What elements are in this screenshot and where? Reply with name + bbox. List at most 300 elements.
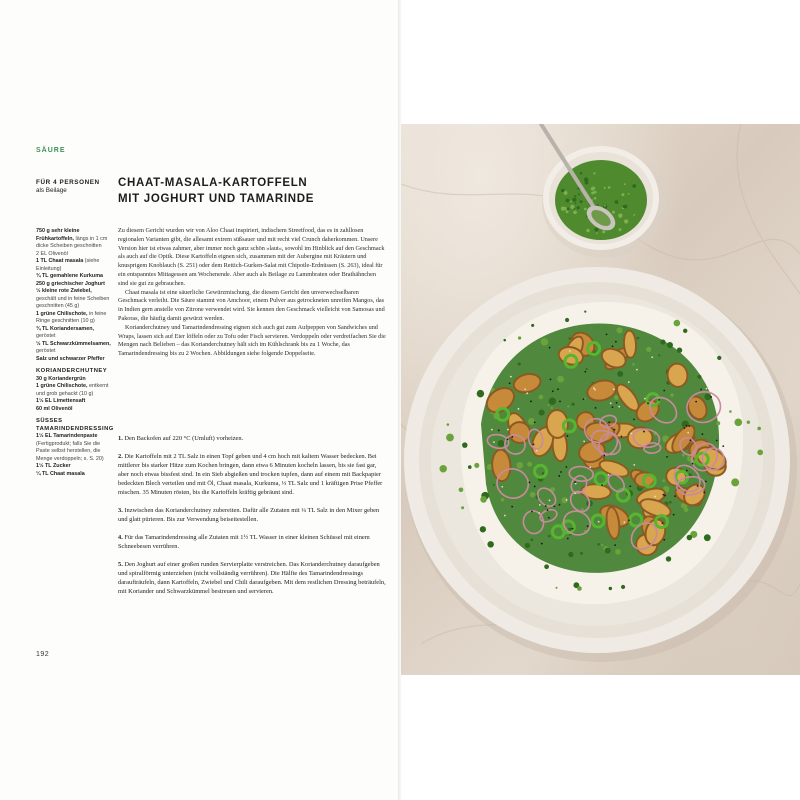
herb-fleck: [539, 395, 544, 400]
ingredient-item: [36, 471, 112, 479]
herb-fleck: [577, 187, 579, 189]
seed: [603, 455, 605, 457]
herb-fleck: [615, 200, 619, 204]
herb-fleck: [604, 205, 606, 207]
seed: [507, 439, 509, 441]
herb-fleck: [446, 434, 454, 442]
herb-fleck: [591, 187, 595, 191]
herb-fleck: [621, 193, 624, 196]
seed: [539, 504, 541, 506]
serves-heading: FÜR 4 PERSONEN: [36, 179, 100, 186]
step-text: Den Joghurt auf einer großen runden Servierplatte verstreichen. Das Korianderchutney daraufgeben und spiralförmig unterziehen (nicht vollständig verrühren). Die Hälfte des Tamarindendressings daraufträufeln, dann Kartoffeln, Zwiebel und Chili daraufgeben. Mit dem restlichen Dressing beträufeln, mit Koriander und Schwarzkümmel bestreuen und servieren.: [118, 561, 386, 595]
seed: [695, 401, 697, 403]
ingredient-note: (siehe Einleitung): [36, 258, 100, 272]
herb-fleck: [646, 347, 651, 352]
seed: [658, 399, 660, 401]
seed: [633, 418, 635, 420]
seed: [534, 486, 536, 488]
seed: [598, 521, 600, 523]
seed: [624, 521, 626, 523]
herb-fleck: [570, 201, 572, 203]
ingredient-item: [36, 326, 112, 341]
herb-fleck: [596, 232, 598, 234]
seed: [560, 471, 562, 473]
seed: [663, 390, 665, 392]
ingredient-item: [36, 258, 112, 273]
ingredient-name: ¼ TL Chaat masala: [36, 470, 85, 477]
seed: [705, 480, 707, 482]
seed: [688, 425, 690, 427]
ingredient-name: 1 grüne Chilischote,: [36, 310, 88, 317]
ingredient-note: geröstet: [36, 348, 56, 354]
seed: [606, 333, 608, 335]
seed: [618, 406, 620, 408]
herb-fleck: [584, 208, 587, 211]
seed: [491, 429, 493, 431]
seed: [686, 470, 688, 472]
herb-fleck: [757, 449, 763, 455]
herb-fleck: [525, 543, 530, 548]
herb-fleck: [493, 484, 495, 486]
ingredient-note: in feine Ringe geschnitten (10 g): [36, 310, 107, 324]
seed: [651, 356, 653, 358]
herb-fleck: [575, 202, 577, 204]
seed: [549, 500, 551, 502]
serves-note: als Beilage: [36, 187, 67, 195]
seed: [666, 456, 668, 458]
herb-fleck: [632, 363, 635, 366]
seed: [612, 346, 614, 348]
herb-fleck: [547, 404, 549, 406]
photo-illustration: [401, 124, 800, 675]
step-5: [118, 560, 386, 596]
seed: [726, 459, 728, 461]
herb-fleck: [623, 205, 626, 208]
herb-fleck: [619, 228, 622, 231]
herb-fleck: [531, 539, 534, 542]
herb-fleck: [518, 362, 521, 365]
dressing-bowl: [542, 146, 666, 258]
step-2: [118, 452, 386, 497]
herb-fleck: [477, 390, 484, 397]
ingredient-name: 1 TL Chaat masala: [36, 258, 84, 264]
seed: [673, 514, 675, 516]
herb-fleck: [557, 376, 564, 383]
herb-fleck: [577, 206, 580, 209]
seed: [697, 485, 699, 487]
ingredient-note: geschält und in feine Scheiben geschnitten (45 g): [36, 295, 110, 309]
seed: [615, 341, 617, 343]
serves-info: [36, 179, 112, 195]
herb-fleck: [501, 498, 504, 501]
seed: [687, 432, 689, 434]
seed: [549, 347, 551, 349]
herb-fleck: [682, 454, 685, 457]
seed: [565, 466, 567, 468]
ingredient-note: geröstet: [36, 333, 56, 339]
step-number: 3.: [118, 507, 123, 514]
herb-fleck: [528, 418, 535, 425]
ingredient-name: 750 g sehr kleine Frühkartoffeln,: [36, 228, 80, 242]
seed: [628, 519, 630, 521]
herb-fleck: [468, 465, 472, 469]
seed: [663, 539, 665, 541]
herb-fleck: [574, 195, 576, 197]
herb-fleck: [704, 534, 711, 541]
herb-fleck: [594, 227, 598, 231]
herb-fleck: [624, 183, 626, 185]
herb-fleck: [580, 172, 582, 174]
herb-fleck: [621, 585, 625, 589]
herb-fleck: [561, 207, 565, 211]
herb-fleck: [530, 492, 536, 498]
ingredient-name: ½ kleine rote Zwiebel,: [36, 288, 92, 294]
herb-fleck: [717, 356, 721, 360]
seed: [534, 421, 536, 423]
seed: [593, 387, 595, 389]
seed: [595, 407, 597, 409]
seed: [662, 522, 664, 524]
herb-fleck: [594, 197, 597, 200]
seed: [511, 506, 513, 508]
herb-fleck: [633, 214, 635, 216]
herb-fleck: [586, 368, 588, 370]
herb-fleck: [618, 213, 622, 217]
herb-fleck: [572, 403, 575, 406]
herb-fleck: [704, 393, 711, 400]
herb-fleck: [487, 541, 494, 548]
seed: [601, 484, 603, 486]
herb-fleck: [628, 193, 630, 195]
page-number: 192: [36, 651, 50, 658]
seed: [575, 483, 577, 485]
ingredient-name: 1½ EL Tamarindenpaste: [36, 433, 98, 439]
seed: [552, 390, 554, 392]
herb-fleck: [544, 564, 549, 569]
seed: [493, 441, 495, 443]
herb-fleck: [549, 397, 556, 404]
herb-fleck: [609, 587, 612, 590]
herb-fleck: [555, 587, 557, 589]
step-number: 1.: [118, 435, 123, 442]
seed: [584, 371, 586, 373]
method-steps: [118, 434, 386, 605]
herb-fleck: [461, 506, 464, 509]
seed: [547, 509, 549, 511]
ingredient-item: [36, 433, 112, 463]
herb-fleck: [539, 410, 545, 416]
seed: [529, 482, 531, 484]
herb-fleck: [616, 327, 622, 333]
ingredient-item: [36, 341, 112, 356]
herb-fleck: [683, 329, 687, 333]
intro-text: [118, 227, 386, 359]
seed: [621, 436, 623, 438]
recipe-photo: [401, 124, 800, 675]
seed: [628, 381, 630, 383]
seed: [557, 388, 559, 390]
herb-fleck: [674, 320, 681, 327]
herb-fleck: [586, 229, 589, 232]
title-line-1: CHAAT-MASALA-KARTOFFELN: [118, 177, 308, 189]
step-number: 5.: [118, 561, 123, 568]
title-line-2: MIT JOGHURT UND TAMARINDE: [118, 193, 315, 205]
seed: [633, 464, 635, 466]
ingredient-item: [36, 463, 112, 471]
seed: [614, 544, 616, 546]
herb-fleck: [573, 210, 577, 214]
ingredient-name: ½ TL Schwarzkümmelsamen,: [36, 340, 111, 347]
ingredient-name: 250 g griechischer Joghurt: [36, 280, 105, 287]
seed: [566, 499, 568, 501]
herb-fleck: [677, 347, 682, 352]
herb-fleck: [593, 172, 595, 174]
seed: [629, 485, 631, 487]
herb-fleck: [565, 198, 569, 202]
ingredient-item: [36, 228, 112, 251]
seed: [610, 402, 612, 404]
herb-fleck: [561, 189, 565, 193]
seed: [700, 389, 702, 391]
ingredient-item: [36, 311, 112, 326]
seed: [567, 538, 569, 540]
seed: [654, 496, 656, 498]
herb-fleck: [578, 193, 580, 195]
seed: [550, 378, 552, 380]
herb-fleck: [658, 354, 660, 356]
ingredient-name: ¾ TL gemahlene Kurkuma: [36, 273, 104, 279]
intro-paragraph: Chaat masala ist eine säuerliche Gewürzmischung, die diesem Gericht den unverwechselbaren Geschmack verleiht. Die Säure stammt von Amchoor, einem Pulver aus getrockneten unreifen Mangos, das in Indien gern anstelle von Zitrone verwendet wird. Sie kennen den Geschmack vielleicht von Samosas und Pakoras, die häufig damit gewürzt werden.: [118, 288, 385, 322]
ingredient-name: 1 grüne Chilischote,: [36, 383, 88, 389]
herb-fleck: [572, 198, 576, 202]
ingredient-item: [36, 406, 112, 414]
herb-fleck: [615, 549, 621, 555]
step-text: Den Backofen auf 220 °C (Umluft) vorheizen.: [122, 435, 244, 442]
herb-fleck: [669, 501, 672, 504]
ingredient-item: [36, 251, 112, 259]
herb-fleck: [447, 423, 450, 426]
herb-fleck: [462, 442, 467, 447]
seed: [545, 505, 547, 507]
seed: [510, 376, 512, 378]
ingredient-note: 2 EL Olivenöl: [36, 250, 68, 257]
herb-fleck: [570, 205, 574, 209]
herb-fleck: [605, 548, 611, 554]
herb-fleck: [666, 556, 671, 561]
herb-fleck: [581, 508, 584, 511]
seed: [636, 369, 638, 371]
intro-paragraph: Korianderchutney und Tamarindendressing eignen sich auch gut zum Aufpeppen von Sandwiches und Wraps, lassen sich auf Eier löffeln oder zu Tofu oder Fisch servieren. Verdoppeln oder verdreifachen Sie die Mengen nach Belieben – das Korianderchutney hält sich im Kühlschrank bis zu 1 Woche, das Tamarindendressing bis zu 2 Wochen. Abbildungen siehe folgende Doppelseite.: [118, 323, 386, 358]
ingredient-item: [36, 288, 112, 311]
intro-paragraph: Zu diesem Gericht wurden wir von Aloo Chaat inspiriert, indischem Streetfood, das es in zahllosen regionalen Varianten gibt, die allesamt extrem süßsauer und mit recht viel Crunch daherkommen. Unsere Version hier ist etwas zahmer, aber immer noch ganz schön »laut«, sowohl im Hinblick auf den Geschmack als auch auf die Optik. Diese Kartoffeln eignen sich, zusammen mit der Aubergine mit Kräutern und knusprigem Knoblauch (S. 251) oder dem Rettich-Gurken-Salat mit Chipotle-Erdnüssen (S. 263), ideal für ein entspanntes Mittagessen am Wochenende. Aber auch als Beilage zu Lammbraten oder Brathähnchen sind sie gut zu gebrauchen.: [118, 227, 385, 287]
step-number: 2.: [118, 453, 123, 460]
seed: [569, 350, 571, 352]
seed: [583, 440, 585, 442]
herb-fleck: [687, 535, 693, 541]
seed: [553, 505, 555, 507]
seed: [574, 493, 576, 495]
seed: [587, 525, 589, 527]
seed: [689, 439, 691, 441]
herb-fleck: [734, 419, 742, 427]
herb-fleck: [662, 479, 665, 482]
seed: [504, 515, 506, 517]
herb-fleck: [602, 230, 605, 233]
seed: [612, 406, 614, 408]
herb-fleck: [480, 526, 486, 532]
seed: [716, 440, 718, 442]
seed: [572, 528, 574, 530]
seed: [684, 427, 686, 429]
ingredient-note: (Fertigprodukt; falls Sie die Paste selbst herstellen, die Menge verdoppeln; s. S. 20): [36, 440, 104, 462]
seed: [559, 504, 561, 506]
herb-fleck: [632, 184, 636, 188]
seed: [616, 402, 618, 404]
herb-fleck: [660, 339, 665, 344]
step-1: [118, 434, 386, 443]
herb-fleck: [541, 338, 548, 345]
seed: [613, 388, 615, 390]
ingredient-item: [36, 398, 112, 406]
herb-fleck: [747, 421, 750, 424]
seed: [498, 429, 500, 431]
herb-fleck: [757, 427, 761, 431]
herb-fleck: [637, 337, 640, 340]
herb-fleck: [604, 187, 606, 189]
step-number: 4.: [118, 534, 123, 541]
tamarind-heading: SÜSSES TAMARINDENDRESSING: [36, 418, 114, 432]
herb-fleck: [697, 375, 701, 379]
seed: [548, 517, 550, 519]
seed: [530, 400, 532, 402]
herb-fleck: [527, 462, 532, 467]
seed: [692, 463, 694, 465]
herb-fleck: [566, 210, 569, 213]
seed: [703, 492, 705, 494]
seed: [630, 433, 632, 435]
ingredient-name: 30 g Koriandergrün: [36, 375, 86, 382]
herb-fleck: [729, 410, 732, 413]
seed: [686, 425, 688, 427]
herb-fleck: [597, 204, 599, 206]
herb-fleck: [670, 394, 673, 397]
seed: [501, 486, 503, 488]
herb-fleck: [568, 552, 573, 557]
step-text: Für das Tamarindendressing alle Zutaten mit 1½ TL Wasser in einer kleinen Schüssel mit einem Schneebesen verrühren.: [118, 534, 370, 550]
chutney-heading: KORIANDERCHUTNEY: [36, 368, 108, 374]
herb-fleck: [577, 586, 582, 591]
herb-fleck: [531, 324, 534, 327]
ingredient-name: 1½ TL Zucker: [36, 463, 71, 469]
seed: [511, 436, 513, 438]
herb-fleck: [498, 440, 505, 447]
herb-fleck: [459, 487, 464, 492]
ingredient-name: ¾ TL Koriandersamen,: [36, 325, 95, 332]
herb-fleck: [608, 186, 611, 189]
herb-fleck: [612, 211, 615, 214]
herb-fleck: [474, 463, 479, 468]
herb-fleck: [624, 219, 628, 223]
step-4: [118, 533, 386, 551]
seed: [644, 398, 646, 400]
herb-fleck: [591, 192, 594, 195]
herb-fleck: [480, 496, 487, 503]
herb-fleck: [597, 543, 600, 546]
seed: [589, 466, 591, 468]
herb-fleck: [731, 478, 739, 486]
seed: [706, 388, 708, 390]
herb-fleck: [716, 421, 720, 425]
seed: [613, 429, 615, 431]
seed: [583, 398, 585, 400]
herb-fleck: [565, 318, 569, 322]
seed: [710, 396, 712, 398]
seed: [533, 444, 535, 446]
seed: [526, 392, 528, 394]
ingredient-note: längs in 1 cm dicke Scheiben geschnitten: [36, 235, 108, 249]
ingredient-name: Salz und schwarzer Pfeffer: [36, 355, 105, 362]
seed: [722, 445, 724, 447]
seed: [662, 494, 664, 496]
seed: [538, 512, 540, 514]
ingredient-name: 60 ml Olivenöl: [36, 405, 73, 412]
herb-fleck: [567, 207, 570, 210]
seed: [507, 429, 509, 431]
ingredient-item: [36, 281, 112, 289]
step-text: Die Kartoffeln mit 2 TL Salz in einen Topf geben und 4 cm hoch mit kaltem Wasser bedecken. Bei mittlerer bis starker Hitze zum Kochen bringen, dann etwa 6 Minuten kocheln lassen, bis sie fast gar, aber noch etwas bissfest sind. In ein Sieb abgießen und trocken tupfen, dann auf einem mit Backpapier bedeckten Blech verteilen und mit Öl, Chaat masala, Kurkuma, ⅓ TL Salz und 1 kräftigen Prise Pfeffer mischen. 35 Minuten rösten, bis die Kartoffeln kräftig gebräunt sind.: [118, 453, 383, 496]
ingredient-list: [36, 228, 112, 478]
seed: [664, 495, 666, 497]
ingredient-item: [36, 383, 112, 398]
seed: [518, 408, 520, 410]
herb-fleck: [550, 407, 553, 410]
seed: [541, 543, 543, 545]
ingredient-item: [36, 376, 112, 384]
herb-fleck: [617, 371, 623, 377]
seed: [674, 495, 676, 497]
seed: [567, 435, 569, 437]
seed: [643, 431, 645, 433]
seed: [594, 389, 596, 391]
herb-fleck: [567, 405, 569, 407]
herb-fleck: [516, 462, 523, 469]
seed: [558, 475, 560, 477]
step-text: Inzwischen das Korianderchutney zubereiten. Dafür alle Zutaten mit ¼ TL Salz in den Mixer geben und glatt pürieren. Bis zur Verwendung beiseitestellen.: [118, 507, 380, 523]
seed: [701, 433, 703, 435]
ingredient-item: [36, 356, 112, 364]
herb-fleck: [503, 339, 506, 342]
herb-fleck: [439, 465, 446, 472]
herb-fleck: [548, 535, 550, 537]
step-3: [118, 506, 386, 524]
herb-fleck: [585, 181, 589, 185]
seed: [531, 511, 533, 513]
seed: [536, 450, 538, 452]
recipe-title: [118, 175, 388, 207]
seed: [608, 474, 610, 476]
seed: [509, 382, 511, 384]
herb-fleck: [518, 336, 521, 339]
ingredient-note: entkernt und grob gehackt (10 g): [36, 383, 109, 397]
herb-fleck: [580, 200, 583, 203]
herb-fleck: [667, 342, 673, 348]
seed: [608, 421, 610, 423]
seed: [559, 400, 561, 402]
ingredient-item: [36, 273, 112, 281]
herb-fleck: [601, 544, 603, 546]
herb-fleck: [584, 311, 586, 313]
seed: [647, 402, 649, 404]
